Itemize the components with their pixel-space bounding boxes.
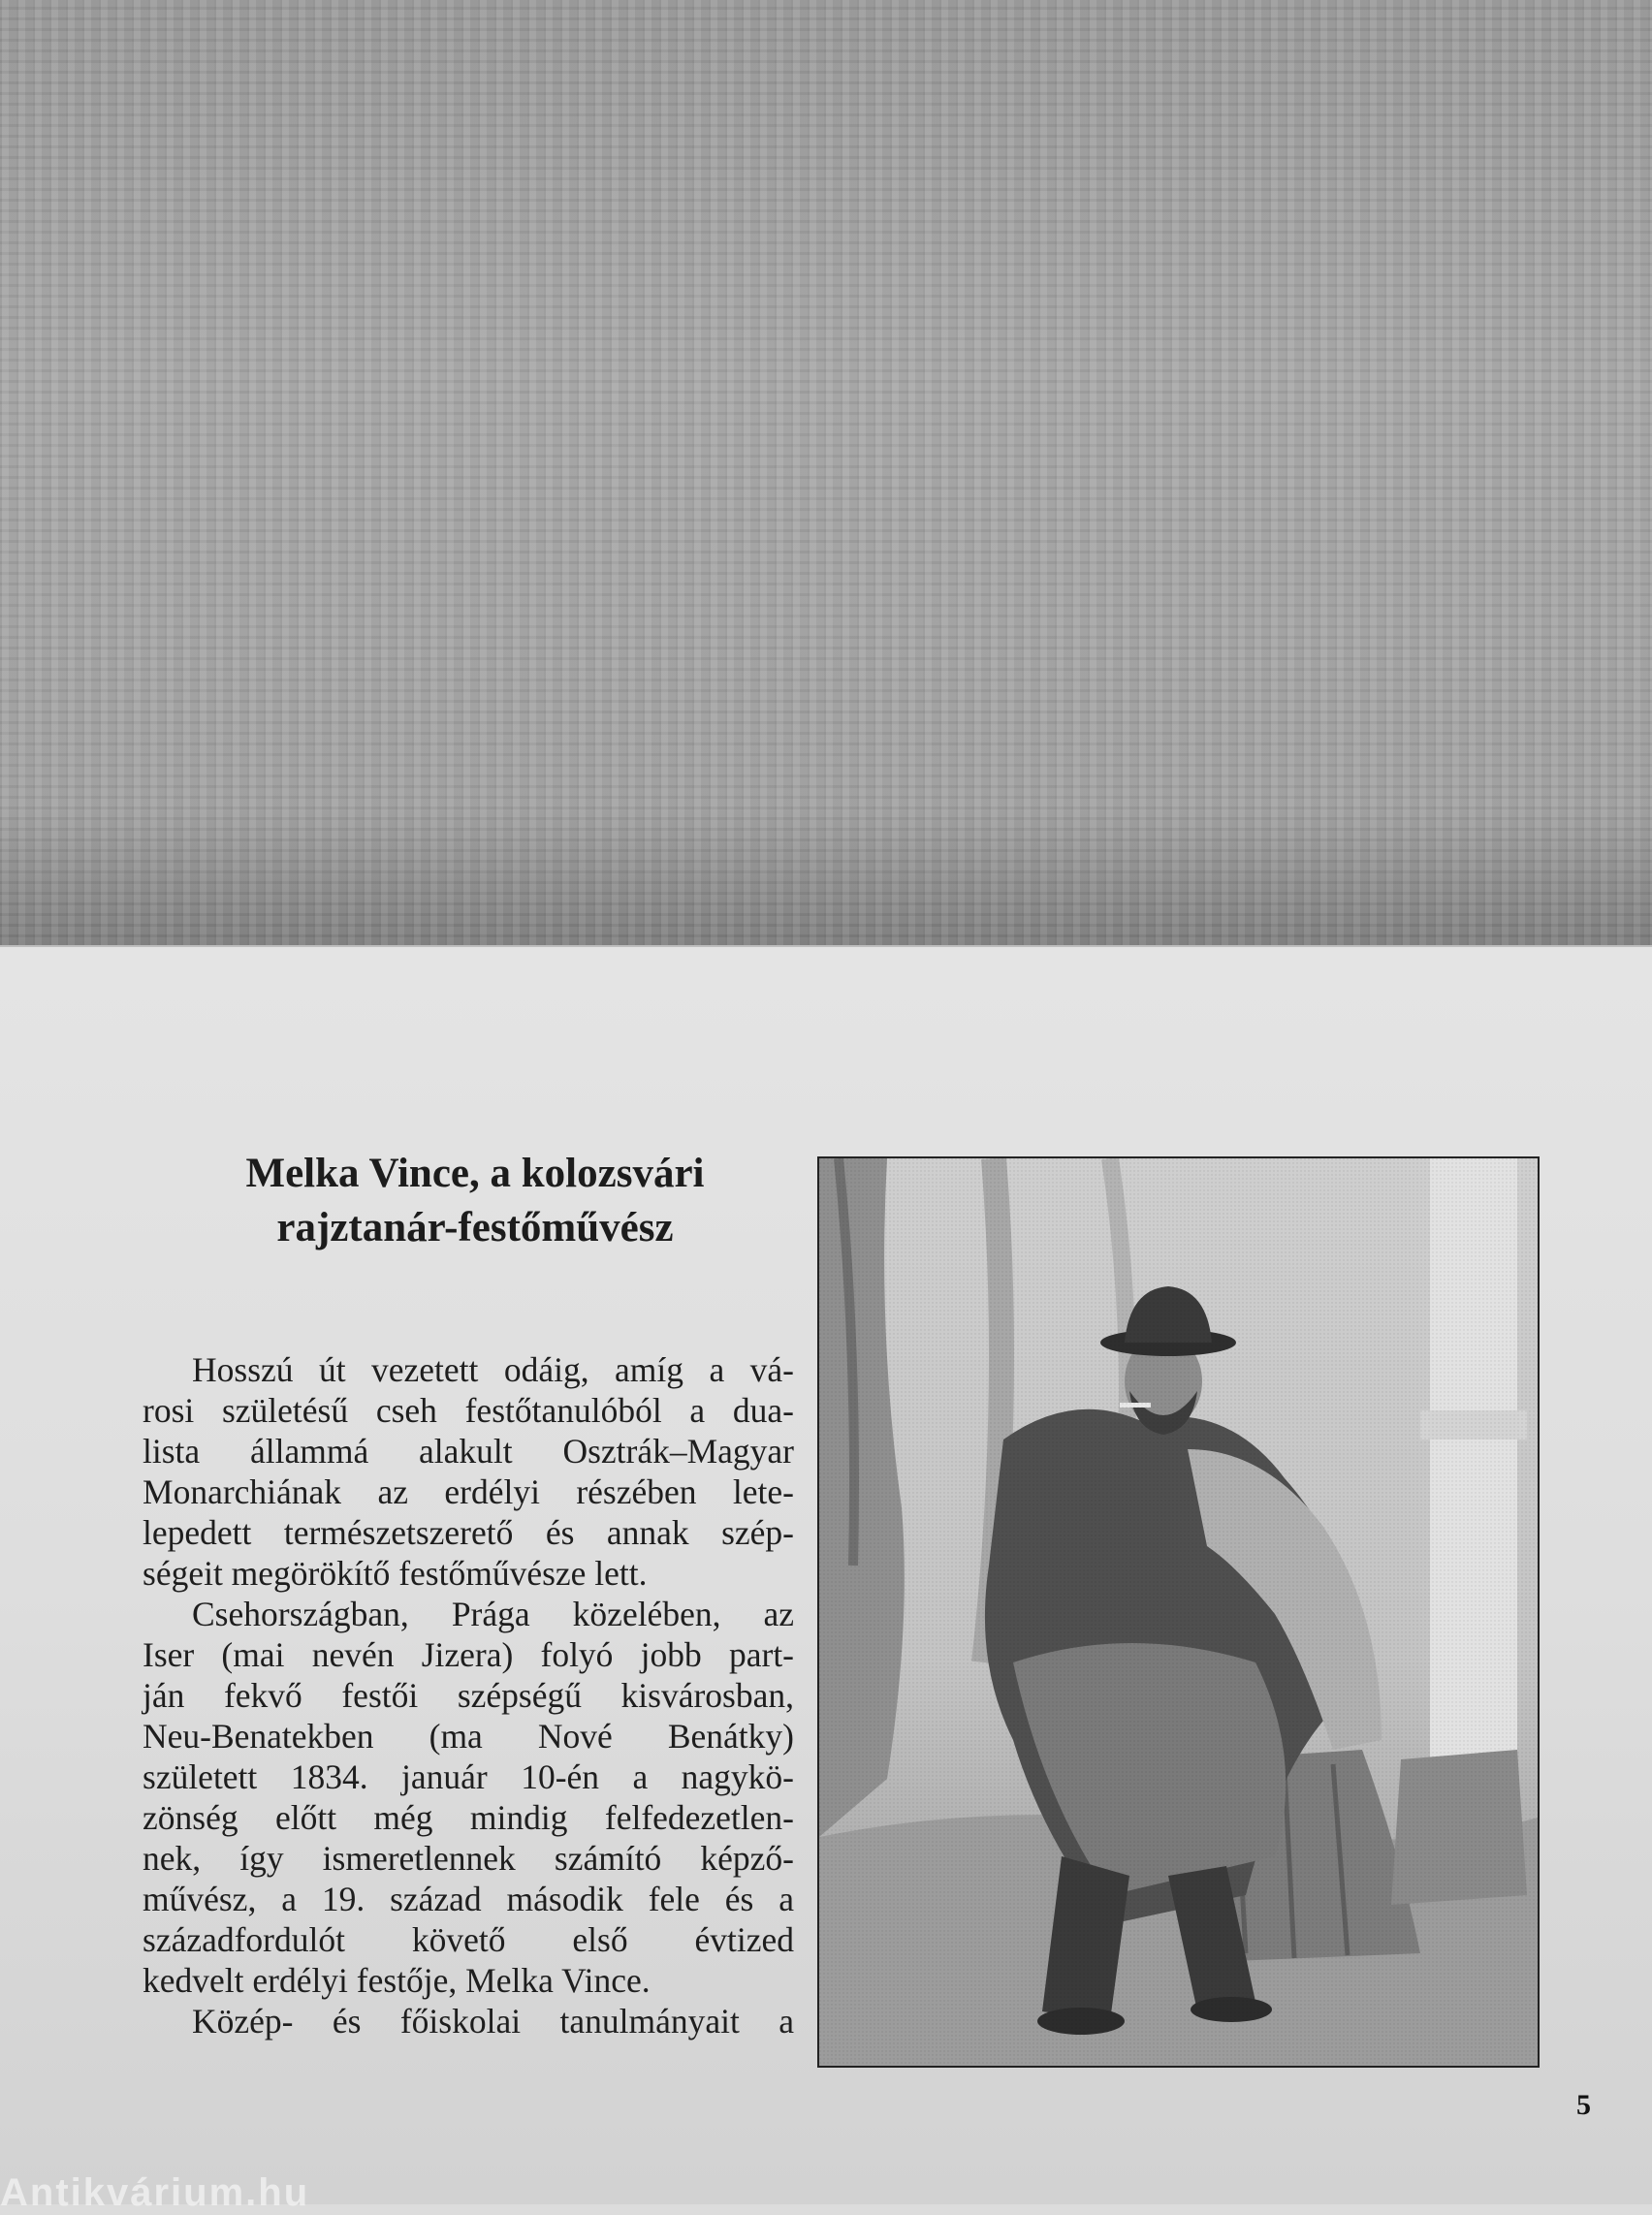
body-line: zönség előtt még mindig felfedezetlen- <box>143 1798 794 1837</box>
portrait-photo-illustration <box>819 1158 1538 2066</box>
body-line: századfordulót követő első évtized <box>143 1920 794 1959</box>
body-line: Neu-Benatekben (ma Nové Benátky) <box>143 1717 794 1756</box>
body-line: ségeit megörökítő festőművésze lett. <box>143 1554 648 1593</box>
body-line: lista állammá alakult Osztrák–Magyar <box>143 1432 794 1471</box>
article-body <box>143 1349 794 2041</box>
body-line: rosi születésű cseh festőtanulóból a dua- <box>143 1391 794 1430</box>
watermark: Antikvárium.hu <box>0 2171 310 2214</box>
body-line: lepedett természetszerető és annak szép- <box>143 1513 794 1552</box>
body-line: született 1834. január 10-én a nagykö- <box>143 1757 794 1796</box>
background-surface <box>0 0 1652 948</box>
body-line: Csehországban, Prága közelében, az <box>192 1595 794 1633</box>
body-line: Monarchiának az erdélyi részében lete- <box>143 1472 794 1511</box>
page-number: 5 <box>1576 2089 1591 2121</box>
article-title <box>145 1147 805 1255</box>
body-line: Iser (mai nevén Jizera) folyó jobb part- <box>143 1635 794 1674</box>
body-line: kedvelt erdélyi festője, Melka Vince. <box>143 1961 651 2000</box>
body-line: ján fekvő festői szépségű kisvárosban, <box>143 1676 794 1715</box>
body-line: Közép- és főiskolai tanulmányait a <box>192 2002 794 2041</box>
body-line: nek, így ismeretlennek számító képző- <box>143 1839 794 1878</box>
title-line: rajztanár-festőművész <box>276 1205 674 1250</box>
body-line: Hosszú út vezetett odáig, amíg a vá- <box>192 1350 794 1389</box>
title-line: Melka Vince, a kolozsvári <box>245 1151 705 1196</box>
portrait-photo <box>817 1156 1540 2068</box>
body-line: művész, a 19. század második fele és a <box>143 1880 794 1918</box>
